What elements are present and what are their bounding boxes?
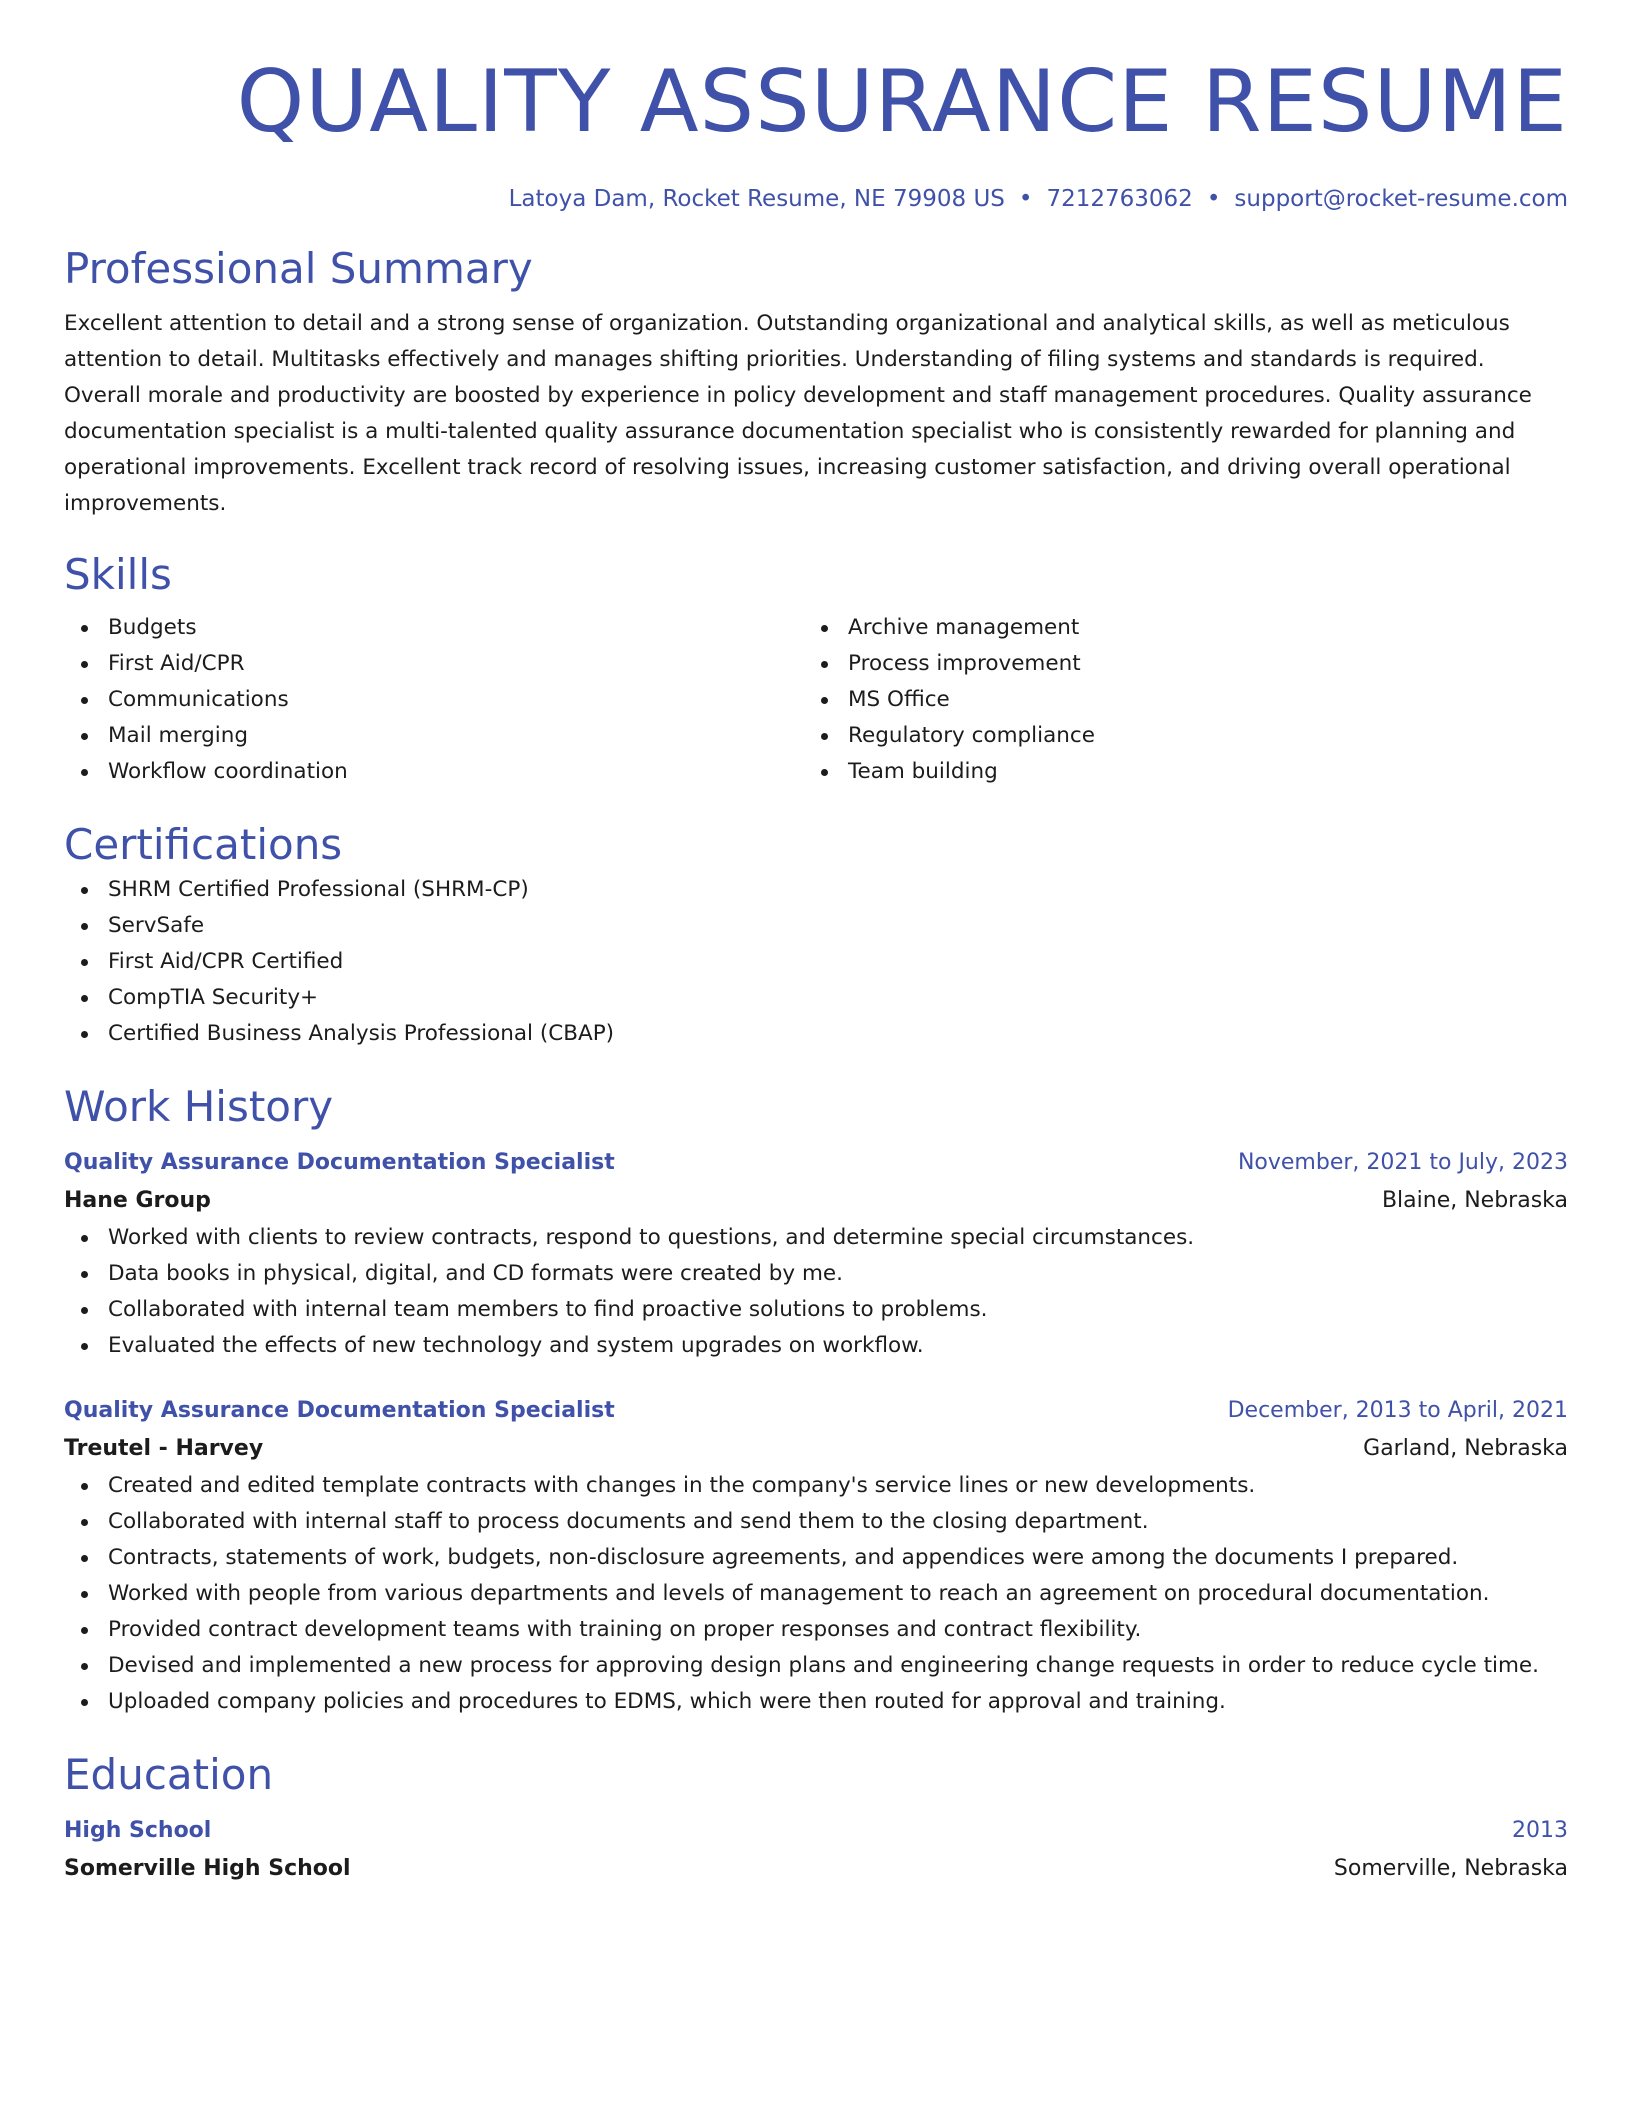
skill-item: Communications: [64, 682, 804, 718]
job-title: Quality Assurance Documentation Specialist: [64, 1150, 615, 1175]
job-entry: [64, 1144, 1568, 1364]
skill-item: MS Office: [804, 682, 1544, 718]
skill-item: First Aid/CPR: [64, 646, 804, 682]
job-duty: Contracts, statements of work, budgets, non-disclosure agreements, and appendices were among the documents I prepared.: [64, 1540, 1568, 1576]
education-entry: [64, 1812, 1568, 1888]
certifications-list: [64, 872, 1568, 1052]
job-company: Hane Group: [64, 1188, 211, 1213]
contact-address: Latoya Dam, Rocket Resume, NE 79908 US: [508, 186, 1005, 212]
job-location: Garland, Nebraska: [1363, 1436, 1568, 1461]
job-duty: Devised and implemented a new process for approving design plans and engineering change requests in order to reduce cycle time.: [64, 1648, 1568, 1684]
job-title: Quality Assurance Documentation Specialist: [64, 1398, 615, 1423]
certification-item: Certified Business Analysis Professional (CBAP): [64, 1016, 1568, 1052]
contact-separator: •: [1206, 186, 1221, 212]
job-company-row: [64, 1182, 1568, 1220]
job-duty: Worked with clients to review contracts, respond to questions, and determine special circumstances.: [64, 1220, 1568, 1256]
education-degree: High School: [64, 1818, 212, 1843]
skills-list-right: [804, 610, 1544, 790]
education-heading: Education: [64, 1750, 274, 1799]
education-school: Somerville High School: [64, 1856, 351, 1881]
certification-item: First Aid/CPR Certified: [64, 944, 1568, 980]
job-duty: Collaborated with internal staff to process documents and send them to the closing department.: [64, 1504, 1568, 1540]
skill-item: Process improvement: [804, 646, 1544, 682]
skill-item: Budgets: [64, 610, 804, 646]
job-company: Treutel - Harvey: [64, 1436, 264, 1461]
job-header-row: [64, 1392, 1568, 1430]
certification-item: CompTIA Security+: [64, 980, 1568, 1016]
job-company-row: [64, 1430, 1568, 1468]
job-duty: Collaborated with internal team members to find proactive solutions to problems.: [64, 1292, 1568, 1328]
skills-column-left: [64, 610, 804, 790]
contact-phone: 7212763062: [1046, 186, 1193, 212]
work-history-heading: Work History: [64, 1082, 334, 1131]
education-year: 2013: [1512, 1818, 1568, 1843]
skill-item: Archive management: [804, 610, 1544, 646]
education-school-row: [64, 1850, 1568, 1888]
skills-grid: [64, 610, 1568, 790]
summary-heading: Professional Summary: [64, 244, 533, 293]
contact-email: support@rocket-resume.com: [1234, 186, 1568, 212]
job-duty: Uploaded company policies and procedures to EDMS, which were then routed for approval and training.: [64, 1684, 1568, 1720]
contact-line: [64, 184, 1568, 214]
skills-list-left: [64, 610, 804, 790]
education-header-row: [64, 1812, 1568, 1850]
job-duty: Data books in physical, digital, and CD formats were created by me.: [64, 1256, 1568, 1292]
job-duty: Created and edited template contracts with changes in the company's service lines or new developments.: [64, 1468, 1568, 1504]
skills-heading: Skills: [64, 550, 172, 599]
job-duties-list: [64, 1220, 1568, 1364]
skill-item: Workflow coordination: [64, 754, 804, 790]
summary-text: Excellent attention to detail and a strong sense of organization. Outstanding organizational and analytical skills, as well as meticulous attention to detail. Multitasks effectively and manages shifting priorities. Understanding of filing systems and standards is required. Overall morale and productivity are boosted by experience in policy development and staff management procedures. Quality assurance documentation specialist is a multi-talented quality assurance documentation specialist who is consistently rewarded for planning and operational improvements. Excellent track record of resolving issues, increasing customer satisfaction, and driving overall operational improvements.: [64, 311, 1532, 516]
skill-item: Team building: [804, 754, 1544, 790]
job-dates: December, 2013 to April, 2021: [1227, 1398, 1568, 1423]
job-entry: [64, 1392, 1568, 1720]
job-duty: Provided contract development teams with training on proper responses and contract flexibility.: [64, 1612, 1568, 1648]
skill-item: Mail merging: [64, 718, 804, 754]
job-dates: November, 2021 to July, 2023: [1237, 1150, 1568, 1175]
job-duty: Worked with people from various departments and levels of management to reach an agreement on procedural documentation.: [64, 1576, 1568, 1612]
certification-item: ServSafe: [64, 908, 1568, 944]
certifications-heading: Certifications: [64, 820, 343, 869]
job-header-row: [64, 1144, 1568, 1182]
contact-separator: •: [1018, 186, 1033, 212]
job-location: Blaine, Nebraska: [1381, 1188, 1568, 1213]
skills-column-right: [804, 610, 1544, 790]
job-duty: Evaluated the effects of new technology and system upgrades on workflow.: [64, 1328, 1568, 1364]
job-duties-list: [64, 1468, 1568, 1720]
education-location: Somerville, Nebraska: [1333, 1856, 1568, 1881]
certification-item: SHRM Certified Professional (SHRM-CP): [64, 872, 1568, 908]
skill-item: Regulatory compliance: [804, 718, 1544, 754]
resume-title: QUALITY ASSURANCE RESUME: [236, 52, 1568, 152]
